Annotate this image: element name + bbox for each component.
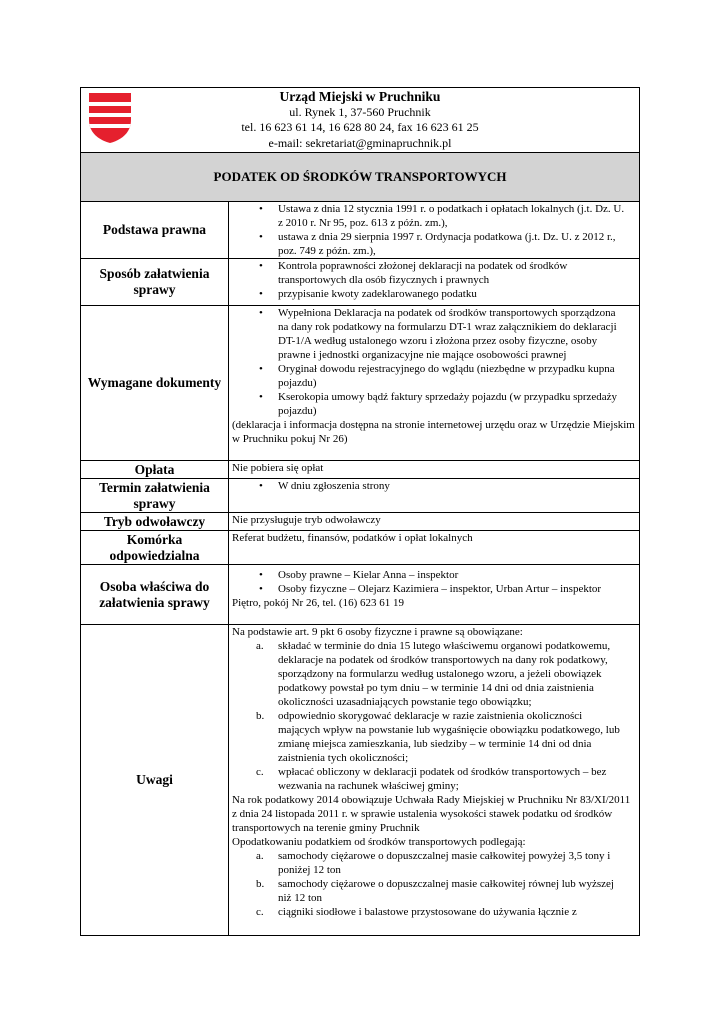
row-remarks [81,625,639,935]
label-method: Sposób załatwienia sprawy [81,259,229,305]
list-item: b. odpowiednio skorygować deklaracje w razie zaistnienia okoliczności mających wpływ na powstanie lub wygaśnięcie obowiązku podatkowego, lub zmianę miejsca zamieszkania, lub siedziby – w terminie 14 dni od dnia zaistnienia tych okoliczności; [256,710,620,764]
label-deadline: Termin załatwienia sprawy [81,479,229,512]
list-item: a. składać w terminie do dnia 15 lutego właściwemu organowi podatkowemu, deklaracje na podatek od środków transportowych na dany rok podatkowy, sporządzony na formularzu według ustalonego wzoru, a jeżeli obowiązek podatkowy powstał po tym dniu – w terminie 14 dni od dnia zaistnienia okoliczności uzasadniających powstanie tego obowiązku; [256,640,611,708]
label-person: Osoba właściwa do załatwienia sprawy [81,565,229,624]
row-method [81,259,639,306]
list-item: • ustawa z dnia 29 sierpnia 1997 r. Ordynacja podatkowa (j.t. Dz. U. z 2012 r., poz. 749 z późn. zm.), [232,230,635,258]
office-address: ul. Rynek 1, 37-560 Pruchnik [289,104,431,119]
remarks-resolution: Na rok podatkowy 2014 obowiązuje Uchwała Rady Miejskiej w Pruchniku Nr 83/XI/2011 z dnia 24 listopada 2011 r. w sprawie ustalenia wysokości stawek podatku od środków transportowych na terenie gminy Pruchnik [232,794,631,834]
list-item: • W dniu zgłoszenia strony [232,479,635,493]
office-header [81,88,639,153]
value-method [229,259,639,305]
documents-note: (deklaracja i informacja dostępna na stronie internetowej urzędu oraz w Urzędzie Miejskim w Pruchniku pokuj Nr 26) [232,419,635,445]
document-title: PODATEK OD ŚRODKÓW TRANSPORTOWYCH [81,153,639,202]
label-unit: Komórka odpowiedzialna [81,531,229,564]
value-fee: Nie pobiera się opłat [232,462,324,474]
value-deadline [229,479,639,512]
label-remarks: Uwagi [81,625,229,935]
value-documents [229,306,639,460]
info-card-table [80,87,640,936]
list-item: • Osoby fizyczne – Olejarz Kazimiera – inspektor, Urban Artur – inspektor [232,582,635,596]
label-appeal: Tryb odwoławczy [81,513,229,530]
list-item: • Osoby prawne – Kielar Anna – inspektor [232,568,635,582]
remarks-intro: Na podstawie art. 9 pkt 6 osoby fizyczne i prawne są obowiązane: [232,626,523,638]
row-deadline [81,479,639,513]
office-contact-block [81,89,639,151]
list-item: c. ciągniki siodłowe i balastowe przystosowane do używania łącznie z [256,906,577,918]
remarks-subject-intro: Opodatkowaniu podatkiem od środków transportowych podlegają: [232,836,526,848]
label-documents: Wymagane dokumenty [81,306,229,460]
value-remarks [229,625,639,935]
list-item: • Oryginał dowodu rejestracyjnego do wglądu (niezbędne w przypadku kupna pojazdu) [232,362,635,390]
row-appeal [81,513,639,531]
office-email[interactable]: e-mail: sekretariat@gminapruchnik.pl [268,135,452,150]
list-item: • Wypełniona Deklaracja na podatek od środków transportowych sporządzona na dany rok podatkowy na formularzu DT-1 wraz załącznikiem do deklaracji DT-1/A według ustalonego wzoru i złożona przez osoby fizyczne, osoby prawne i jednostki organizacyjne nie mające osobowości prawnej [232,306,635,362]
row-legal-basis [81,202,639,259]
row-unit [81,531,639,565]
row-person [81,565,639,625]
list-item: • Kserokopia umowy bądź faktury sprzedaży pojazdu (w przypadku sprzedaży pojazdu) [232,390,635,418]
office-phone: tel. 16 623 61 14, 16 628 80 24, fax 16 623 61 25 [241,120,479,134]
office-name: Urząd Miejski w Pruchniku [279,89,441,104]
value-legal-basis [229,202,639,258]
row-fee [81,461,639,479]
label-legal-basis: Podstawa prawna [81,202,229,258]
label-fee: Opłata [81,461,229,478]
value-person [229,565,639,624]
document-page [80,87,640,936]
list-item: • Kontrola poprawności złożonej deklaracji na podatek od środków transportowych dla osób fizycznych i prawnych [232,259,635,287]
row-documents [81,306,639,461]
list-item: • przypisanie kwoty zadeklarowanego podatku [232,287,635,301]
list-item: a. samochody ciężarowe o dopuszczalnej masie całkowitej powyżej 3,5 tony i poniżej 12 ton [256,850,611,876]
person-location: Piętro, pokój Nr 26, tel. (16) 623 61 19 [232,597,405,609]
value-unit: Referat budżetu, finansów, podatków i opłat lokalnych [232,532,473,544]
list-item: • Ustawa z dnia 12 stycznia 1991 r. o podatkach i opłatach lokalnych (j.t. Dz. U. z 2010 r. Nr 95, poz. 613 z późn. zm.), [232,202,635,230]
value-appeal: Nie przysługuje tryb odwoławczy [232,514,381,526]
list-item: b. samochody ciężarowe o dopuszczalnej masie całkowitej równej lub wyższej niż 12 ton [256,878,614,904]
list-item: c. wpłacać obliczony w deklaracji podatek od środków transportowych – bez wezwania na rachunek właściwej gminy; [256,766,607,792]
